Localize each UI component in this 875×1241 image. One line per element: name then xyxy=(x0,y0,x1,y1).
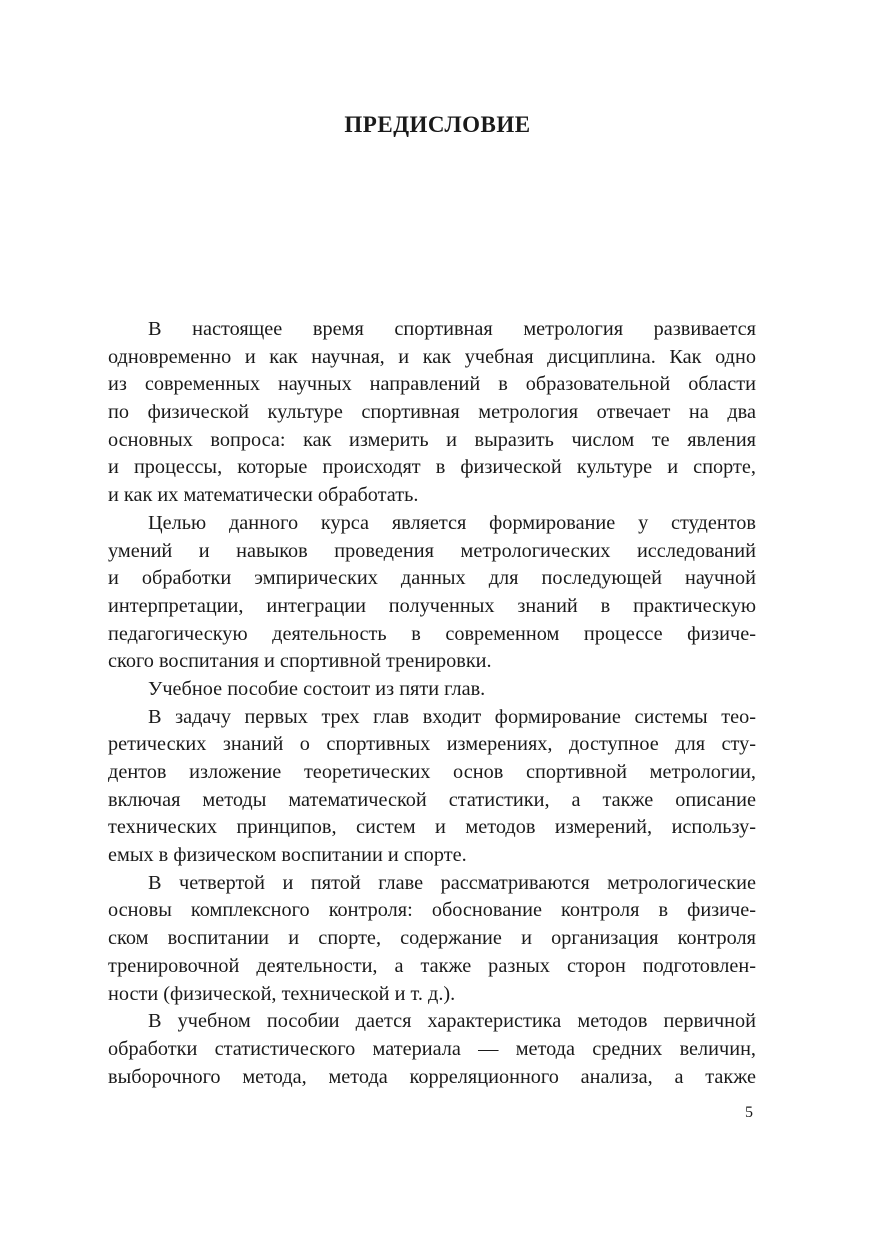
page-number: 5 xyxy=(745,1104,753,1121)
text-line: из современных научных направлений в образовательной области xyxy=(108,373,756,396)
page-title: ПРЕДИСЛОВИЕ xyxy=(344,112,531,137)
text-line: одновременно и как научная, и как учебная дисциплина. Как одно xyxy=(108,345,756,368)
body-text xyxy=(108,316,756,1091)
text-line: по физической культуре спортивная метрология отвечает на два xyxy=(108,401,756,424)
text-line: ретических знаний о спортивных измерениях, доступное для сту- xyxy=(108,733,756,756)
text-line: ности (физической, технической и т. д.). xyxy=(108,982,456,1005)
text-line: и процессы, которые происходят в физической культуре и спорте, xyxy=(108,456,756,479)
text-line: основных вопроса: как измерить и выразить числом те явления xyxy=(108,428,756,451)
text-line: Целью данного курса является формирование у студентов xyxy=(148,511,756,534)
text-line: интерпретации, интеграции полученных знаний в практическую xyxy=(108,594,756,617)
text-line: умений и навыков проведения метрологических исследований xyxy=(108,539,756,562)
text-line: включая методы математической статистики, а также описание xyxy=(108,788,756,811)
text-line: тренировочной деятельности, а также разных сторон подготовлен- xyxy=(108,954,756,977)
text-line: ского воспитания и спортивной тренировки. xyxy=(108,650,492,673)
text-line: и обработки эмпирических данных для последующей научной xyxy=(108,567,756,590)
text-line: Учебное пособие состоит из пяти глав. xyxy=(148,677,486,700)
text-line: емых в физическом воспитании и спорте. xyxy=(108,844,467,867)
text-line: В четвертой и пятой главе рассматриваются метрологические xyxy=(148,871,756,894)
text-line: В задачу первых трех глав входит формирование системы тео- xyxy=(148,705,756,728)
text-line: ском воспитании и спорте, содержание и организация контроля xyxy=(108,927,756,950)
text-line: технических принципов, систем и методов измерений, использу- xyxy=(108,816,756,839)
text-line: В учебном пособии дается характеристика методов первичной xyxy=(148,1010,756,1033)
text-line: дентов изложение теоретических основ спортивной метрологии, xyxy=(108,761,756,783)
text-line: выборочного метода, метода корреляционного анализа, а также xyxy=(108,1065,756,1088)
text-line: педагогическую деятельность в современном процессе физиче- xyxy=(108,622,756,645)
text-line: обработки статистического материала — метода средних величин, xyxy=(108,1037,756,1060)
text-line: и как их математически обработать. xyxy=(108,484,419,507)
text-line: основы комплексного контроля: обоснование контроля в физиче- xyxy=(108,899,756,922)
text-line: В настоящее время спортивная метрология развивается xyxy=(148,318,756,340)
